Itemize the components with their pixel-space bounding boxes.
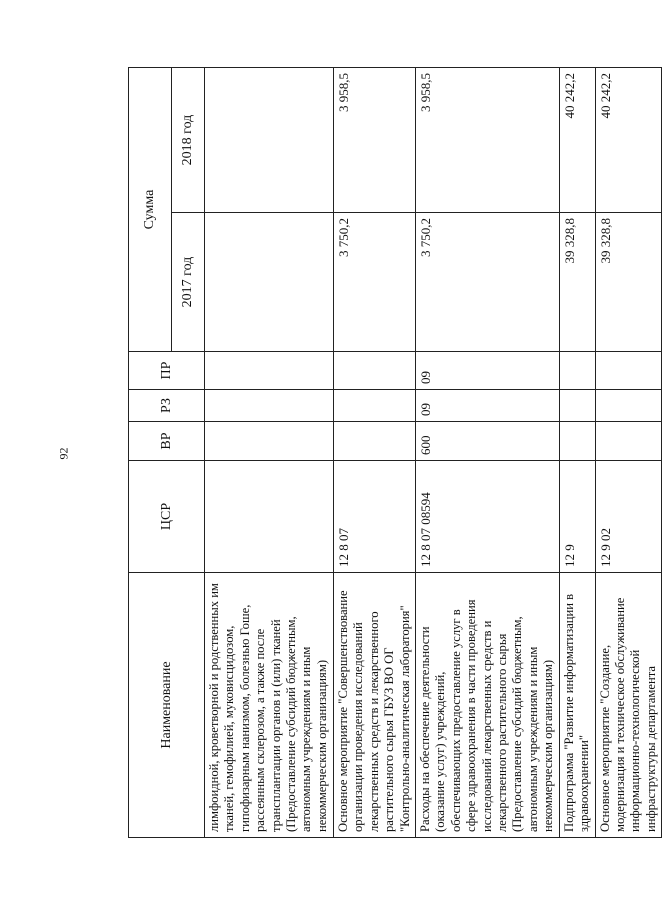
header-year-2018: 2018 год bbox=[172, 68, 205, 213]
cell-csr: 12 9 bbox=[559, 461, 595, 573]
cell-sum-2017: 3 750,2 bbox=[334, 213, 416, 352]
cell-pr bbox=[595, 352, 662, 390]
cell-sum-2017: 3 750,2 bbox=[416, 213, 560, 352]
cell-name: Подпрограмма "Развитие информатизации в здравоохранении" bbox=[559, 573, 595, 838]
cell-name: Расходы на обеспечение деятельности (оказание услуг) учреждений, обеспечивающих предоставление услуг в сфере здравоохранения в части проведения исследований лекарственных средств и лекарственного растительного сырья (Предоставление субсидий бюджетным, автономным учреждениям и иным некоммерческим организациям) bbox=[416, 573, 560, 838]
header-sum: Сумма bbox=[129, 68, 172, 352]
cell-sum-2018: 3 958,5 bbox=[416, 68, 560, 213]
cell-rz bbox=[334, 390, 416, 422]
table-row bbox=[559, 68, 595, 838]
page-number: 92 bbox=[56, 447, 71, 460]
cell-csr bbox=[205, 461, 334, 573]
cell-rz: 09 bbox=[416, 390, 560, 422]
cell-name: Основное мероприятие "Совершенствование организации проведения исследований лекарственных средств и лекарственного растительного сырья ГБУЗ ВО ОГ "Контрольно-аналитическая лаборатория" bbox=[334, 573, 416, 838]
table-row bbox=[595, 68, 662, 838]
cell-vr bbox=[205, 422, 334, 461]
cell-vr bbox=[334, 422, 416, 461]
cell-name: лимфоидной, кроветворной и родственных им тканей, гемофилией, муковисцидозом, гипофизарным нанизмом, болезнью Гоше, рассеянным склерозом, а также после трансплантации органов и (или) тканей (Предоставление субсидий бюджетным, автономным учреждениям и иным некоммерческим организациям) bbox=[205, 573, 334, 838]
table-row bbox=[334, 68, 416, 838]
cell-sum-2017: 39 328,8 bbox=[559, 213, 595, 352]
cell-sum-2018 bbox=[205, 68, 334, 213]
cell-sum-2017 bbox=[205, 213, 334, 352]
cell-pr: 09 bbox=[416, 352, 560, 390]
budget-table bbox=[128, 67, 662, 838]
cell-vr bbox=[595, 422, 662, 461]
header-pr: ПР bbox=[129, 352, 205, 390]
cell-vr: 600 bbox=[416, 422, 560, 461]
cell-csr: 12 8 07 08594 bbox=[416, 461, 560, 573]
header-name: Наименование bbox=[129, 573, 205, 838]
header-csr: ЦСР bbox=[129, 461, 205, 573]
cell-rz bbox=[559, 390, 595, 422]
cell-sum-2018: 3 958,5 bbox=[334, 68, 416, 213]
cell-pr bbox=[559, 352, 595, 390]
table-row bbox=[205, 68, 334, 838]
cell-rz bbox=[205, 390, 334, 422]
header-year-2017: 2017 год bbox=[172, 213, 205, 352]
cell-sum-2017: 39 328,8 bbox=[595, 213, 662, 352]
header-vr: ВР bbox=[129, 422, 205, 461]
cell-pr bbox=[334, 352, 416, 390]
cell-name: Основное мероприятие "Создание, модернизация и техническое обслуживание информационно-технологической инфраструктуры департамента bbox=[595, 573, 662, 838]
cell-csr: 12 8 07 bbox=[334, 461, 416, 573]
cell-vr bbox=[559, 422, 595, 461]
cell-pr bbox=[205, 352, 334, 390]
table-row bbox=[416, 68, 560, 838]
cell-rz bbox=[595, 390, 662, 422]
cell-csr: 12 9 02 bbox=[595, 461, 662, 573]
cell-sum-2018: 40 242,2 bbox=[595, 68, 662, 213]
cell-sum-2018: 40 242,2 bbox=[559, 68, 595, 213]
rotated-table-wrapper bbox=[128, 68, 658, 838]
header-rz: РЗ bbox=[129, 390, 205, 422]
